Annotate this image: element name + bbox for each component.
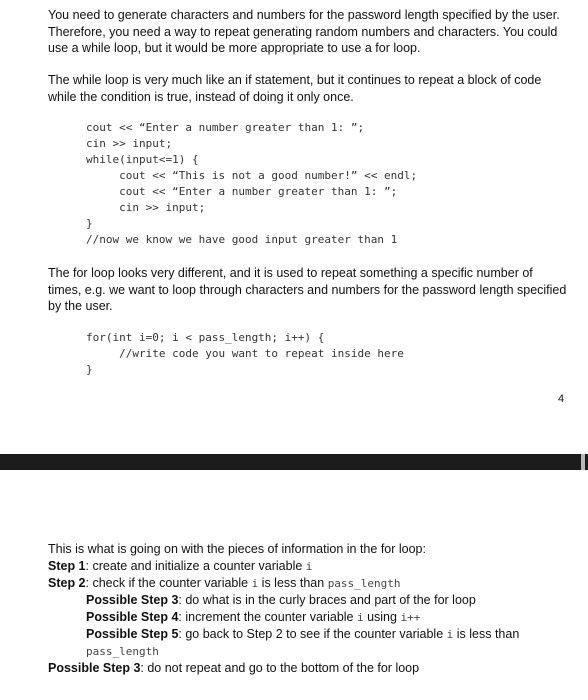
step-1 — [48, 558, 312, 576]
code-line: cout << “This is not a good number!” << endl; — [86, 169, 418, 182]
step-label: Step 1 — [48, 559, 86, 573]
code-var: i — [251, 577, 259, 590]
code-line: } — [86, 217, 93, 230]
code-line: } — [86, 363, 93, 376]
page-number: 4 — [558, 393, 565, 405]
code-var: i — [446, 628, 454, 641]
step-text: : go back to Step 2 to see if the counter variable — [178, 627, 447, 641]
intro-paragraph: You need to generate characters and numbers for the password length specified by the user. Therefore, you need a way to repeat generating random numbers and characters. You could use a while loop, but it would be more appropriate to use a for loop. — [48, 8, 560, 55]
code-line: cin >> input; — [86, 137, 173, 150]
code-line: cin >> input; — [86, 201, 206, 214]
step-text: : increment the counter variable — [178, 610, 357, 624]
step-text: is less than — [453, 627, 520, 641]
code-line: for(int i=0; i < pass_length; i++) { — [86, 331, 325, 344]
possible-step-5-continued — [86, 643, 159, 661]
for-loop-description: The for loop looks very different, and it is used to repeat something a specific number of times, e.g. we want to loop through characters and numbers for the password length specified by the user. — [48, 266, 567, 313]
step-text: : check if the counter variable — [85, 576, 252, 590]
possible-step-5 — [86, 626, 519, 644]
document-page-bottom — [0, 470, 588, 700]
scrollbar-mark — [581, 454, 585, 470]
step-text: : do not repeat and go to the bottom of the for loop — [140, 661, 420, 675]
step-text: using — [363, 610, 401, 624]
step-label: Possible Step 4 — [86, 610, 179, 624]
code-var: i — [356, 611, 364, 624]
step-label: Possible Step 3 — [86, 593, 179, 607]
possible-step-4 — [86, 609, 420, 627]
while-loop-description: The while loop is very much like an if statement, but it continues to repeat a block of code while the condition is true, instead of doing it only once. — [48, 73, 542, 104]
code-var: i++ — [400, 611, 421, 624]
code-comment: //write code you want to repeat inside here — [86, 347, 404, 360]
code-var: i — [305, 560, 313, 573]
step-2 — [48, 575, 401, 593]
step-label: Possible Step 3 — [48, 661, 141, 675]
step-text: : do what is in the curly braces and part of the for loop — [178, 593, 476, 607]
code-comment: //now we know we have good input greater than 1 — [86, 233, 398, 246]
possible-step-3 — [86, 592, 476, 609]
steps-intro: This is what is going on with the pieces of information in the for loop: — [48, 542, 426, 556]
possible-step-3-alt — [48, 660, 419, 677]
step-text: is less than — [258, 576, 328, 590]
step-label: Step 2 — [48, 576, 86, 590]
step-text: : create and initialize a counter variable — [85, 559, 306, 573]
code-var: pass_length — [327, 577, 401, 590]
code-var: pass_length — [86, 645, 159, 658]
code-line: while(input<=1) { — [86, 153, 199, 166]
step-label: Possible Step 5 — [86, 627, 179, 641]
code-line: cout << “Enter a number greater than 1: ”; — [86, 121, 365, 134]
page-divider — [0, 454, 588, 470]
code-line: cout << “Enter a number greater than 1: ”; — [86, 185, 398, 198]
